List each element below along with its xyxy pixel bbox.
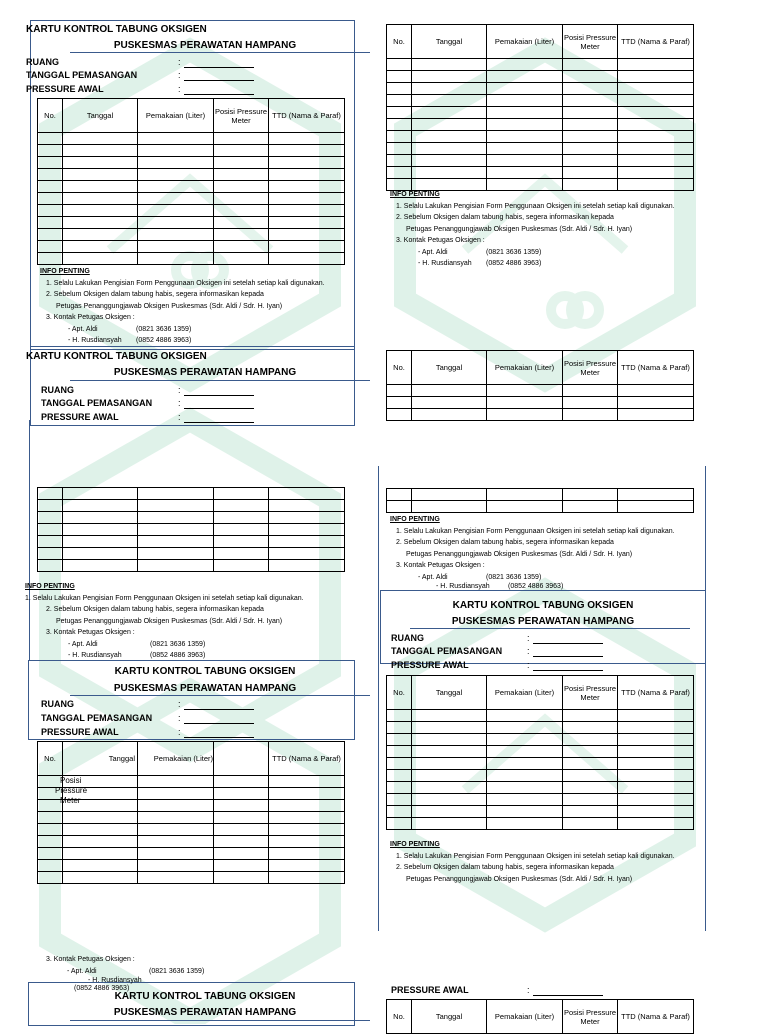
contact-rusdiansyah: - H. Rusdiansyah (0852 4886 3963) — [436, 583, 564, 590]
card-border-right-b — [705, 466, 706, 931]
col-tanggal: Tanggal — [412, 1000, 487, 1034]
col-no: No. — [38, 742, 63, 776]
contact-rusdiansyah: - H. Rusdiansyah (0852 4886 3963) — [68, 337, 192, 344]
subtitle-underline — [410, 628, 690, 629]
field-pressure-label: PRESSURE AWAL — [26, 84, 104, 94]
field-pressure-label: PRESSURE AWAL — [391, 660, 469, 670]
field-ruang-blank[interactable] — [533, 643, 603, 644]
col-tanggal: Tanggal — [412, 351, 487, 385]
field-ruang-blank[interactable] — [184, 709, 254, 710]
col-tanggal: Tanggal — [412, 676, 487, 710]
info-heading: INFO PENTING — [390, 191, 440, 198]
contact-aldi: - Apt. Aldi (0821 3636 1359) — [68, 325, 192, 333]
field-colon: : — [178, 57, 181, 67]
field-colon: : — [527, 646, 530, 656]
col-ttd: TTD (Nama & Paraf) — [618, 351, 694, 385]
info-item-2a: 2. Sebelum Oksigen dalam tabung habis, segera informasikan kepada — [46, 291, 264, 298]
col-ttd: TTD (Nama & Paraf) — [269, 99, 345, 133]
field-tanggal-label: TANGGAL PEMASANGAN — [26, 70, 138, 80]
col-pemakaian: Pemakaian (Liter) — [487, 25, 563, 59]
info-item-3: 3. Kontak Petugas Oksigen : — [46, 629, 135, 636]
subtitle-underline — [70, 380, 370, 381]
field-colon: : — [178, 412, 181, 422]
info-heading: INFO PENTING — [390, 516, 440, 523]
contact-aldi: - Apt. Aldi (0821 3636 1359) — [67, 967, 205, 975]
info-penting — [25, 581, 304, 662]
card-subtitle: PUSKESMAS PERAWATAN HAMPANG — [113, 40, 297, 51]
subtitle-underline — [70, 1020, 370, 1021]
contact-aldi: - Apt. Aldi (0821 3636 1359) — [418, 573, 542, 581]
field-ruang-blank[interactable] — [184, 67, 254, 68]
info-item-1: 1. Selalu Lakukan Pengisian Form Penggunaan Oksigen ini setelah setiap kali digunakan. — [25, 594, 304, 602]
field-colon: : — [178, 727, 181, 737]
field-colon: : — [527, 660, 530, 670]
field-tanggal-blank[interactable] — [184, 408, 254, 409]
col-posisi: Posisi Pressure Meter — [563, 676, 618, 710]
usage-table-rows — [386, 488, 694, 513]
col-no: No. — [387, 1000, 412, 1034]
card-subtitle: PUSKESMAS PERAWATAN HAMPANG — [113, 1007, 297, 1018]
card-subtitle: PUSKESMAS PERAWATAN HAMPANG — [113, 367, 297, 378]
col-no: No. — [387, 25, 412, 59]
field-pressure-label: PRESSURE AWAL — [41, 727, 119, 737]
usage-table — [386, 999, 694, 1034]
usage-table — [37, 741, 345, 884]
field-tanggal-label: TANGGAL PEMASANGAN — [41, 398, 153, 408]
contact-aldi: - Apt. Aldi (0821 3636 1359) — [418, 248, 542, 256]
col-tanggal: Tanggal — [63, 99, 138, 133]
field-ruang-label: RUANG — [26, 57, 59, 67]
field-tanggal-blank[interactable] — [533, 656, 603, 657]
misplaced-posisi-label: Posisi Pressure Meter — [55, 776, 88, 805]
info-item-2b: Petugas Penanggungjawab Oksigen Puskesmas (Sdr. Aldi / Sdr. H. Iyan) — [406, 550, 633, 558]
field-pressure-blank[interactable] — [184, 422, 254, 423]
field-colon: : — [178, 70, 181, 80]
col-no: No. — [387, 351, 412, 385]
contact-rusdiansyah: - H. Rusdiansyah (0852 4886 3963) — [68, 652, 206, 659]
info-heading: INFO PENTING — [40, 268, 90, 275]
usage-table — [386, 675, 694, 830]
card-border-right-a — [378, 466, 379, 931]
col-tanggal: Tanggal — [63, 742, 138, 776]
contact-aldi: - Apt. Aldi (0821 3636 1359) — [68, 640, 206, 648]
col-no: No. — [38, 99, 63, 133]
col-posisi: Posisi Pressure Meter — [214, 99, 269, 133]
info-item-2b: Petugas Penanggungjawab Oksigen Puskesmas (Sdr. Aldi / Sdr. H. Iyan) — [56, 617, 283, 625]
info-penting — [390, 514, 675, 591]
field-colon: : — [527, 633, 530, 643]
contact-rusdiansyah-phone: (0852 4886 3963) — [74, 985, 130, 992]
info-item-2a: 2. Sebelum Oksigen dalam tabung habis, segera informasikan kepada — [46, 606, 264, 613]
card-title: KARTU KONTROL TABUNG OKSIGEN — [452, 600, 634, 611]
col-posisi: Posisi Pressure Meter — [563, 1000, 618, 1034]
field-colon: : — [178, 385, 181, 395]
subtitle-underline — [70, 695, 370, 696]
card-title: KARTU KONTROL TABUNG OKSIGEN — [26, 351, 207, 362]
col-pemakaian: Pemakaian (Liter) — [487, 351, 563, 385]
field-pressure-blank[interactable] — [533, 670, 603, 671]
field-pressure-blank[interactable] — [184, 737, 254, 738]
info-item-2a: 2. Sebelum Oksigen dalam tabung habis, segera informasikan kepada — [396, 864, 614, 871]
card-title: KARTU KONTROL TABUNG OKSIGEN — [26, 24, 207, 35]
info-item-3: 3. Kontak Petugas Oksigen : — [396, 237, 485, 244]
field-tanggal-label: TANGGAL PEMASANGAN — [41, 713, 153, 723]
field-colon: : — [178, 398, 181, 408]
contact-rusdiansyah: - H. Rusdiansyah — [88, 977, 142, 984]
usage-table-rows — [37, 487, 345, 572]
field-colon: : — [178, 713, 181, 723]
col-pemakaian: Pemakaian (Liter) — [487, 676, 563, 710]
info-item-1: 1. Selalu Lakukan Pengisian Form Penggunaan Oksigen ini setelah setiap kali digunakan. — [396, 202, 675, 210]
field-tanggal-blank[interactable] — [184, 723, 254, 724]
card-title: KARTU KONTROL TABUNG OKSIGEN — [114, 666, 296, 677]
info-item-2a: 2. Sebelum Oksigen dalam tabung habis, segera informasikan kepada — [396, 539, 614, 546]
col-posisi: Posisi Pressure Meter — [563, 25, 618, 59]
subtitle-underline — [70, 52, 370, 53]
col-pemakaian: Pemakaian (Liter) — [138, 99, 214, 133]
col-no: No. — [387, 676, 412, 710]
col-pemakaian: Pemakaian (Liter) — [487, 1000, 563, 1034]
info-penting — [390, 839, 675, 885]
field-ruang-blank[interactable] — [184, 395, 254, 396]
field-ruang-label: RUANG — [41, 385, 74, 395]
col-ttd: TTD (Nama & Paraf) — [618, 1000, 694, 1034]
card-subtitle: PUSKESMAS PERAWATAN HAMPANG — [451, 616, 635, 627]
info-heading: INFO PENTING — [390, 841, 440, 848]
col-ttd: TTD (Nama & Paraf) — [269, 742, 345, 776]
field-colon: : — [527, 985, 530, 995]
info-item-2b: Petugas Penanggungjawab Oksigen Puskesmas (Sdr. Aldi / Sdr. H. Iyan) — [406, 225, 633, 233]
info-item-1: 1. Selalu Lakukan Pengisian Form Penggunaan Oksigen ini setelah setiap kali digunakan. — [396, 852, 675, 860]
contact-rusdiansyah: - H. Rusdiansyah (0852 4886 3963) — [418, 260, 542, 267]
col-tanggal: Tanggal — [412, 25, 487, 59]
info-item-2b: Petugas Penanggungjawab Oksigen Puskesmas (Sdr. Aldi / Sdr. H. Iyan) — [56, 302, 283, 310]
col-posisi: Posisi Pressure Meter — [563, 351, 618, 385]
col-ttd: TTD (Nama & Paraf) — [618, 676, 694, 710]
usage-table — [386, 350, 694, 421]
info-penting — [390, 189, 675, 270]
col-pemakaian: Pemakaian (Liter) — [138, 742, 214, 776]
field-tanggal-label: TANGGAL PEMASANGAN — [391, 646, 503, 656]
field-pressure-label: PRESSURE AWAL — [41, 412, 119, 422]
card-subtitle: PUSKESMAS PERAWATAN HAMPANG — [113, 683, 297, 694]
col-ttd: TTD (Nama & Paraf) — [618, 25, 694, 59]
field-colon: : — [178, 84, 181, 94]
info-item-2b: Petugas Penanggungjawab Oksigen Puskesmas (Sdr. Aldi / Sdr. H. Iyan) — [406, 875, 633, 883]
info-item-3: 3. Kontak Petugas Oksigen : — [46, 956, 135, 963]
contact-info-fragment — [46, 954, 204, 993]
info-item-1: 1. Selalu Lakukan Pengisian Form Penggunaan Oksigen ini setelah setiap kali digunakan. — [46, 279, 325, 287]
field-tanggal-blank[interactable] — [184, 80, 254, 81]
usage-table — [37, 98, 345, 265]
field-pressure-blank[interactable] — [533, 995, 603, 996]
info-item-3: 3. Kontak Petugas Oksigen : — [396, 562, 485, 569]
usage-table — [386, 24, 694, 191]
info-item-3: 3. Kontak Petugas Oksigen : — [46, 314, 135, 321]
field-pressure-blank[interactable] — [184, 94, 254, 95]
info-penting — [40, 266, 325, 347]
card-title: KARTU KONTROL TABUNG OKSIGEN — [114, 991, 296, 1002]
field-ruang-label: RUANG — [391, 633, 424, 643]
field-ruang-label: RUANG — [41, 699, 74, 709]
info-item-2a: 2. Sebelum Oksigen dalam tabung habis, segera informasikan kepada — [396, 214, 614, 221]
field-colon: : — [178, 699, 181, 709]
field-pressure-label: PRESSURE AWAL — [391, 985, 469, 995]
info-item-1: 1. Selalu Lakukan Pengisian Form Penggunaan Oksigen ini setelah setiap kali digunakan. — [396, 527, 675, 535]
info-heading: INFO PENTING — [25, 583, 75, 590]
